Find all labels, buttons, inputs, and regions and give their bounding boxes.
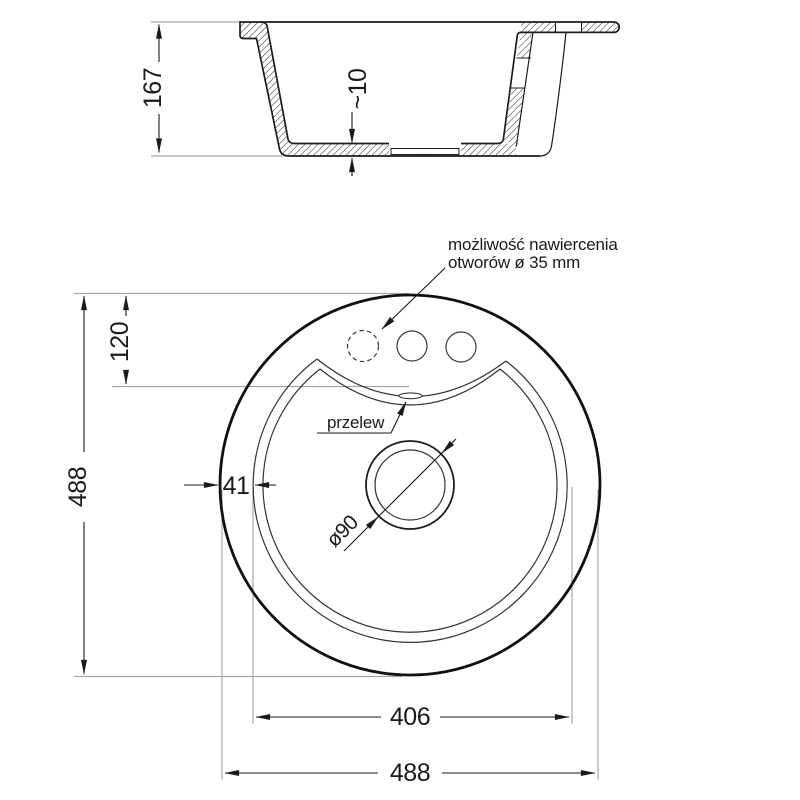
dim-90-upper-arrow (442, 443, 452, 453)
dim-90-text: ø90 (322, 511, 363, 552)
dim-406 (256, 703, 569, 731)
drill-note-callout (382, 235, 618, 329)
drill-note-line1: możliwość nawiercenia (448, 235, 618, 254)
overflow-leader-line (391, 402, 406, 433)
deck-front-edge-upper-arc (317, 359, 506, 397)
dim-167-text: 167 (139, 67, 167, 109)
dim-41 (184, 472, 276, 500)
inner-bowl-profile-outline (261, 22, 521, 144)
dim-120 (106, 296, 134, 384)
dim-120-text: 120 (106, 321, 134, 363)
drain-recess-plate (391, 149, 459, 155)
plan-view (64, 235, 618, 787)
drill-note-leader-line (382, 268, 445, 329)
dim-10 (344, 69, 372, 176)
deck-skirt-outline (541, 32, 566, 156)
dim-drain-90 (322, 439, 456, 552)
drill-note-line2: otworów ø 35 mm (448, 253, 581, 272)
dim-90-lower-arrow (368, 517, 378, 527)
faucet-hole-1 (397, 331, 427, 361)
dim-167 (139, 25, 167, 153)
rim-tap-hole-gap (556, 22, 582, 31)
faucet-hole-optional-dashed (348, 331, 379, 362)
sink-inner-rim-circle (253, 359, 567, 642)
dim-41-text: 41 (222, 472, 250, 500)
dim-10-text: ~10 (344, 68, 372, 110)
section-outlines (240, 22, 619, 156)
dim-488-left-text: 488 (64, 466, 92, 508)
bowl-edge-circle (263, 369, 557, 632)
section-hatch-areas (240, 22, 621, 157)
section-view (139, 22, 621, 177)
overflow-callout (317, 402, 406, 433)
overflow-label-text: przelew (327, 413, 385, 432)
dim-406-text: 406 (389, 703, 431, 731)
dim-90-diagonal-line (344, 439, 456, 551)
overflow-slot (399, 393, 422, 399)
deck-front-edge-lower-arc (320, 369, 500, 405)
dim-488-bottom-text: 488 (389, 759, 431, 787)
dim-488-left (64, 296, 92, 674)
faucet-hole-2 (446, 332, 476, 362)
dim-488-bottom (225, 759, 595, 787)
